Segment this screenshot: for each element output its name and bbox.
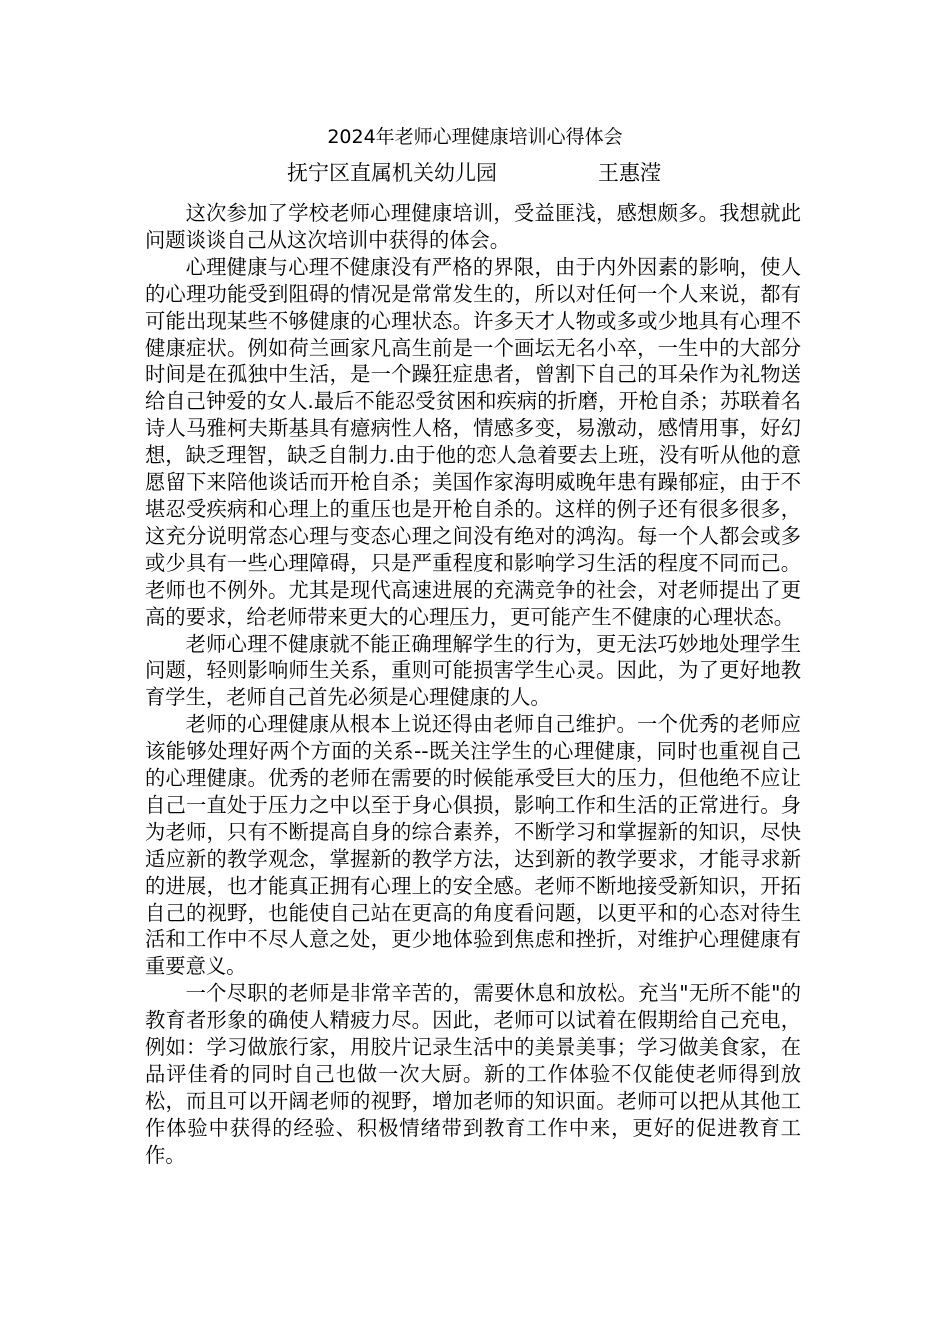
document-body [145, 200, 801, 1169]
organization-name: 抚宁区直属机关幼儿园 [287, 161, 497, 185]
paragraph-1: 这次参加了学校老师心理健康培训，受益匪浅，感想颇多。我想就此问题谈谈自己从这次培训中获得的体会。 [145, 201, 801, 252]
paragraph-3: 老师心理不健康就不能正确理解学生的行为，更无法巧妙地处理学生问题，轻则影响师生关系，重则可能损害学生心灵。因此，为了更好地教育学生，老师自己首先必须是心理健康的人。 [145, 631, 801, 710]
paragraph-5: 一个尽职的老师是非常辛苦的，需要休息和放松。充当"无所不能"的教育者形象的确使人精疲力尽。因此，老师可以试着在假期给自己充电，例如：学习做旅行家，用胶片记录生活中的美景美事；学习做美食家，在品评佳肴的同时自己也做一次大厨。新的工作体验不仅能使老师得到放松，而且可以开阔老师的视野，增加老师的知识面。老师可以把从其他工作体验中获得的经验、积极情绪带到教育工作中来，更好的促进教育工作。 [145, 981, 801, 1167]
byline [0, 158, 950, 188]
paragraph-2: 心理健康与心理不健康没有严格的界限，由于内外因素的影响，使人的心理功能受到阻碍的情况是常常发生的，所以对任何一个人来说，都有可能出现某些不够健康的心理状态。许多天才人物或多或少地具有心理不健康症状。例如荷兰画家凡高生前是一个画坛无名小卒，一生中的大部分时间是在孤独中生活，是一个躁狂症患者，曾割下自己的耳朵作为礼物送给自己钟爱的女人.最后不能忍受贫困和疾病的折磨，开枪自杀；苏联着名诗人马雅柯夫斯基具有癔病性人格，情感多变，易激动，感情用事，好幻想，缺乏理智，缺乏自制力.由于他的恋人急着要去上班，没有听从他的意愿留下来陪他谈话而开枪自杀；美国作家海明威晚年患有躁郁症，由于不堪忍受疾病和心理上的重压也是开枪自杀的。这样的例子还有很多很多，这充分说明常态心理与变态心理之间没有绝对的鸿沟。每一个人都会或多或少具有一些心理障碍，只是严重程度和影响学习生活的程度不同而己。老师也不例外。尤其是现代高速进展的充满竞争的社会，对老师提出了更高的要求，给老师带来更大的心理压力，更可能产生不健康的心理状态。 [145, 254, 801, 629]
author-name: 王惠滢 [598, 161, 661, 185]
document-title: 2024年老师心理健康培训心得体会 [327, 126, 623, 148]
paragraph-4: 老师的心理健康从根本上说还得由老师自己维护。一个优秀的老师应该能够处理好两个方面的关系--既关注学生的心理健康，同时也重视自己的心理健康。优秀的老师在需要的时候能承受巨大的压力，但他绝不应让自己一直处于压力之中以至于身心俱损，影响工作和生活的正常进行。身为老师，只有不断提高自身的综合素养，不断学习和掌握新的知识，尽快适应新的教学观念，掌握新的教学方法，达到新的教学要求，才能寻求新的进展，也才能真正拥有心理上的安全感。老师不断地接受新知识，开拓自己的视野，也能使自己站在更高的角度看问题，以更平和的心态对待生活和工作中不尽人意之处，更少地体验到焦虑和挫折，对维护心理健康有重要意义。 [145, 712, 801, 979]
